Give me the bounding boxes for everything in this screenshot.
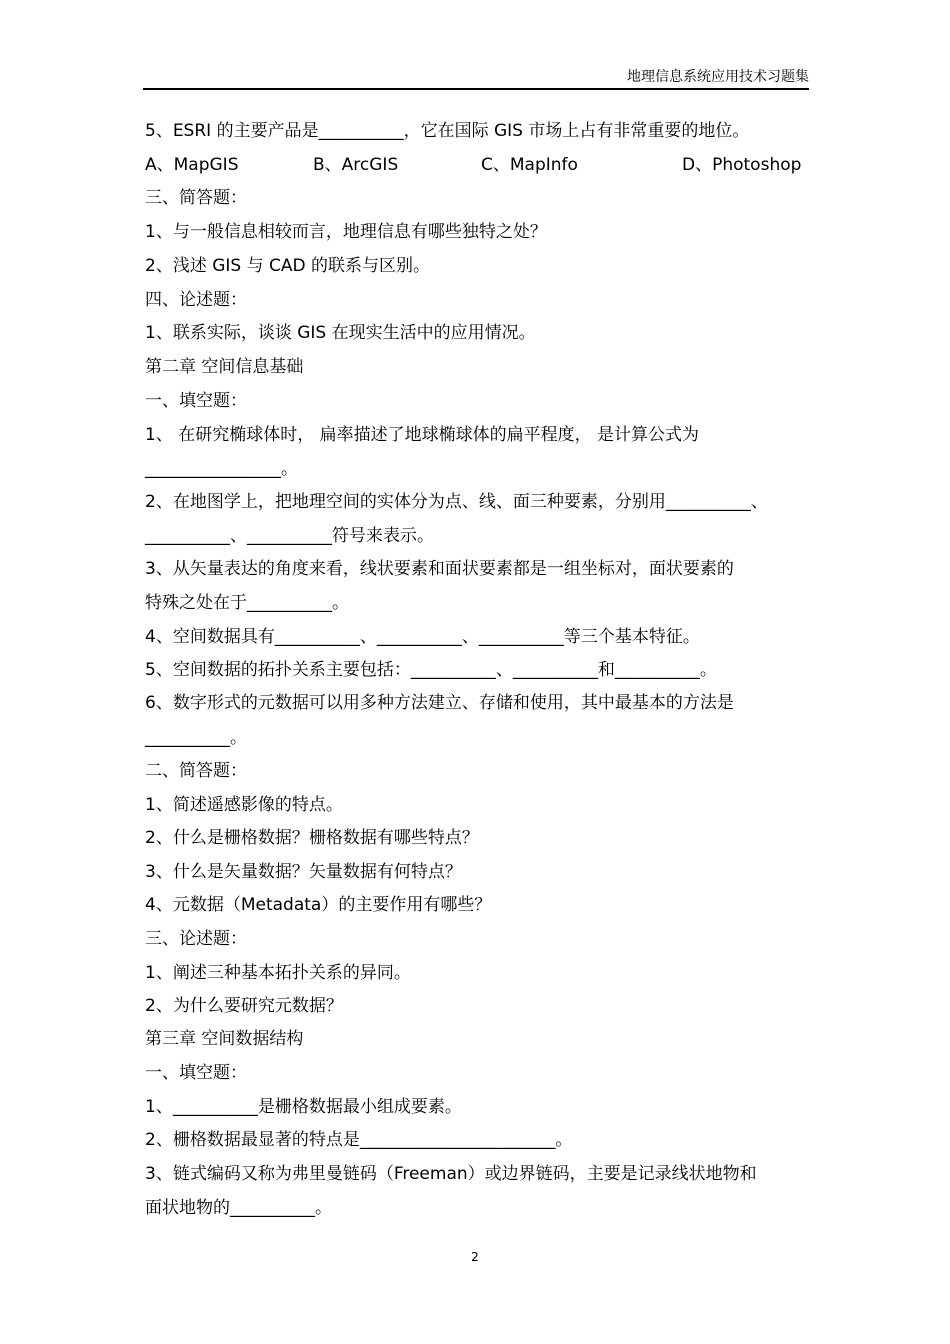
question-line: 1、与一般信息相较而言，地理信息有哪些独特之处？: [145, 222, 547, 242]
question-line: __________、__________符号来表示。: [145, 526, 434, 546]
question-line: __________。: [145, 728, 247, 748]
question-line: 1、联系实际，谈谈 GIS 在现实生活中的应用情况。: [145, 323, 536, 343]
choice-d: D、Photoshop: [682, 155, 802, 175]
question-line: 5、空间数据的拓扑关系主要包括：__________、__________和__________。: [145, 660, 717, 680]
section-heading: 三、论述题：: [145, 929, 247, 949]
section-heading: 一、填空题：: [145, 391, 247, 411]
question-line: 面状地物的__________。: [145, 1198, 332, 1218]
question-line: 4、空间数据具有__________、__________、__________等三个基本特征。: [145, 627, 700, 647]
question-line: 3、从矢量表达的角度来看，线状要素和面状要素都是一组坐标对，面状要素的: [145, 559, 734, 579]
question-line: 2、浅述 GIS 与 CAD 的联系与区别。: [145, 256, 430, 276]
chapter-heading: 第三章 空间数据结构: [145, 1029, 304, 1049]
section-heading: 四、论述题：: [145, 290, 247, 310]
section-heading: 三、简答题：: [145, 188, 247, 208]
question-line: 5、ESRI 的主要产品是__________，它在国际 GIS 市场上占有非常重要的地位。: [145, 121, 750, 141]
choice-b: B、ArcGIS: [313, 155, 399, 175]
question-line: 3、什么是矢量数据？矢量数据有何特点？: [145, 862, 462, 882]
question-line: 2、为什么要研究元数据？: [145, 996, 343, 1016]
question-line: 6、数字形式的元数据可以用多种方法建立、存储和使用，其中最基本的方法是: [145, 693, 734, 713]
page-header: [143, 68, 809, 90]
question-line: ________________。: [145, 459, 298, 479]
question-line: 2、在地图学上，把地理空间的实体分为点、线、面三种要素，分别用__________、: [145, 492, 768, 512]
header-title: 地理信息系统应用技术习题集: [627, 69, 809, 85]
section-heading: 二、简答题：: [145, 761, 247, 781]
page-number: 2: [471, 1250, 479, 1264]
question-line: 1、阐述三种基本拓扑关系的异同。: [145, 963, 411, 983]
question-line: 1、__________是栅格数据最小组成要素。: [145, 1097, 462, 1117]
question-line: 2、栅格数据最显著的特点是_______________________。: [145, 1130, 573, 1150]
question-line: 4、元数据（Metadata）的主要作用有哪些？: [145, 895, 492, 915]
choice-c: C、MapInfo: [481, 155, 578, 175]
question-line: 3、链式编码又称为弗里曼链码（Freeman）或边界链码，主要是记录线状地物和: [145, 1164, 757, 1184]
question-line: 2、什么是栅格数据？栅格数据有哪些特点？: [145, 828, 479, 848]
question-line: 1、简述遥感影像的特点。: [145, 795, 343, 815]
question-line: 特殊之处在于__________。: [145, 593, 349, 613]
section-heading: 一、填空题：: [145, 1063, 247, 1083]
chapter-heading: 第二章 空间信息基础: [145, 357, 304, 377]
question-line: 1、 在研究椭球体时， 扁率描述了地球椭球体的扁平程度， 是计算公式为: [145, 425, 700, 445]
choice-row: [145, 154, 811, 176]
choice-a: A、MapGIS: [145, 155, 239, 175]
